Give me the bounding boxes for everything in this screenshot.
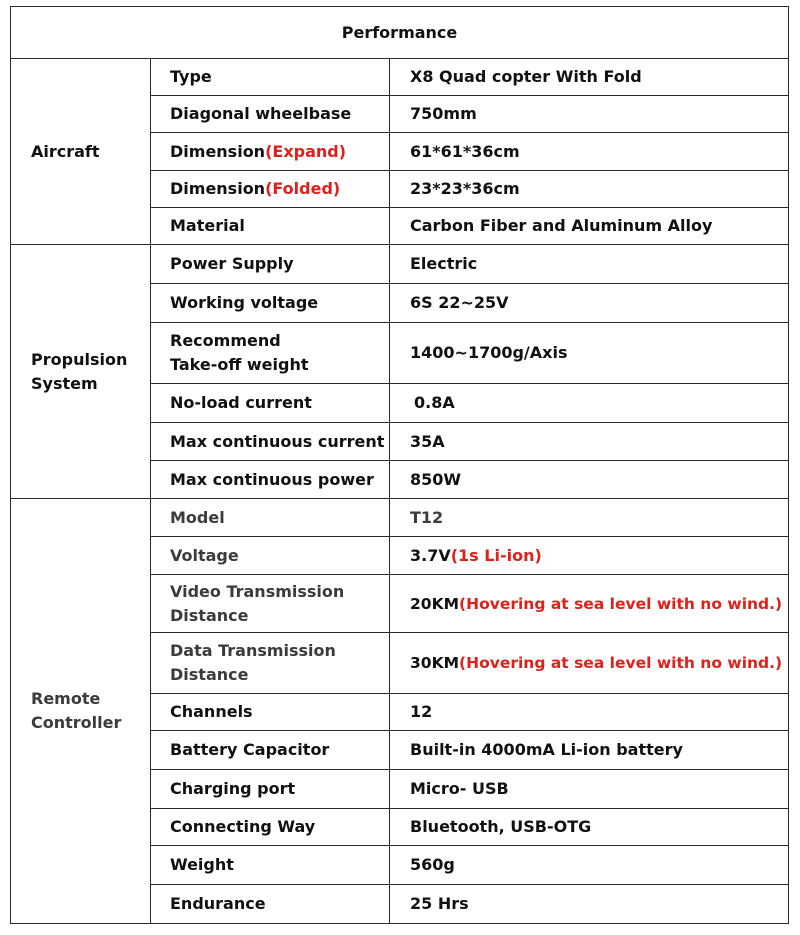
row-value-dimension-expand: 61*61*36cm: [390, 133, 789, 171]
row-value-video-distance: [390, 575, 789, 633]
row-value-data-distance: [390, 633, 789, 694]
row-label-weight: Weight: [151, 846, 390, 885]
label-line: Distance: [170, 665, 249, 684]
row-value-power-supply: Electric: [390, 245, 789, 284]
row-label-wheelbase: Diagonal wheelbase: [151, 96, 390, 133]
row-label-endurance: Endurance: [151, 885, 390, 924]
label-line: Take-off weight: [170, 355, 309, 374]
row-value-endurance: 25 Hrs: [390, 885, 789, 924]
row-label-max-current: Max continuous current: [151, 423, 390, 461]
group-line: Propulsion: [31, 349, 128, 369]
label-line: Video Transmission: [170, 581, 345, 601]
row-value-connecting-way: Bluetooth, USB-OTG: [390, 809, 789, 846]
group-propulsion-system: [11, 245, 151, 499]
label-line: Distance: [170, 605, 249, 625]
row-value-takeoff-weight: 1400~1700g/Axis: [390, 323, 789, 384]
row-value-max-power: 850W: [390, 461, 789, 499]
row-value-working-voltage: 6S 22~25V: [390, 284, 789, 323]
row-label-material: Material: [151, 208, 390, 245]
data-distance-value: 30KM: [410, 654, 460, 672]
voltage-value: 3.7V: [410, 545, 451, 565]
expand-note: (Expand): [265, 141, 347, 161]
row-value-model: T12: [390, 499, 789, 537]
row-label-battery: Battery Capacitor: [151, 731, 390, 770]
row-value-noload-current: 0.8A: [390, 384, 789, 423]
row-label-model: Model: [151, 499, 390, 537]
folded-note: (Folded): [265, 179, 341, 198]
row-label-data-distance: [151, 633, 390, 694]
row-label-connecting-way: Connecting Way: [151, 809, 390, 846]
row-label-max-power: Max continuous power: [151, 461, 390, 499]
row-value-dimension-folded: 23*23*36cm: [390, 171, 789, 208]
row-value-wheelbase: 750mm: [390, 96, 789, 133]
group-remote-controller: [11, 499, 151, 924]
row-value-channels: 12: [390, 694, 789, 731]
row-label-video-distance: [151, 575, 390, 633]
group-line: Controller: [31, 713, 122, 732]
row-value-material: Carbon Fiber and Aluminum Alloy: [390, 208, 789, 245]
voltage-note: (1s Li-ion): [450, 545, 542, 565]
row-label-takeoff-weight: [151, 323, 390, 384]
row-label-noload-current: No-load current: [151, 384, 390, 423]
row-label-working-voltage: Working voltage: [151, 284, 390, 323]
group-aircraft: Aircraft: [11, 59, 151, 245]
label-line: Data Transmission: [170, 641, 336, 660]
row-value-charging-port: Micro- USB: [390, 770, 789, 809]
row-value-max-current: 35A: [390, 423, 789, 461]
video-distance-value: 20KM: [410, 594, 460, 613]
table-title: Performance: [11, 7, 789, 59]
data-distance-note: (Hovering at sea level with no wind.): [459, 654, 783, 672]
dimension-label: Dimension: [170, 141, 266, 161]
row-label-dimension-folded: [151, 171, 390, 208]
label-line: Recommend: [170, 331, 281, 350]
row-value-battery: Built-in 4000mA Li-ion battery: [390, 731, 789, 770]
row-label-channels: Channels: [151, 694, 390, 731]
row-value-weight: 560g: [390, 846, 789, 885]
row-value-voltage: [390, 537, 789, 575]
group-line: Remote: [31, 689, 101, 708]
row-label-charging-port: Charging port: [151, 770, 390, 809]
row-label-power-supply: Power Supply: [151, 245, 390, 284]
row-value-type: X8 Quad copter With Fold: [390, 59, 789, 96]
video-distance-note: (Hovering at sea level with no wind.): [459, 594, 783, 613]
row-label-dimension-expand: [151, 133, 390, 171]
row-label-voltage: Voltage: [151, 537, 390, 575]
performance-spec-table: [10, 6, 789, 924]
row-label-type: Type: [151, 59, 390, 96]
dimension-label: Dimension: [170, 179, 266, 198]
group-line: System: [31, 373, 98, 393]
